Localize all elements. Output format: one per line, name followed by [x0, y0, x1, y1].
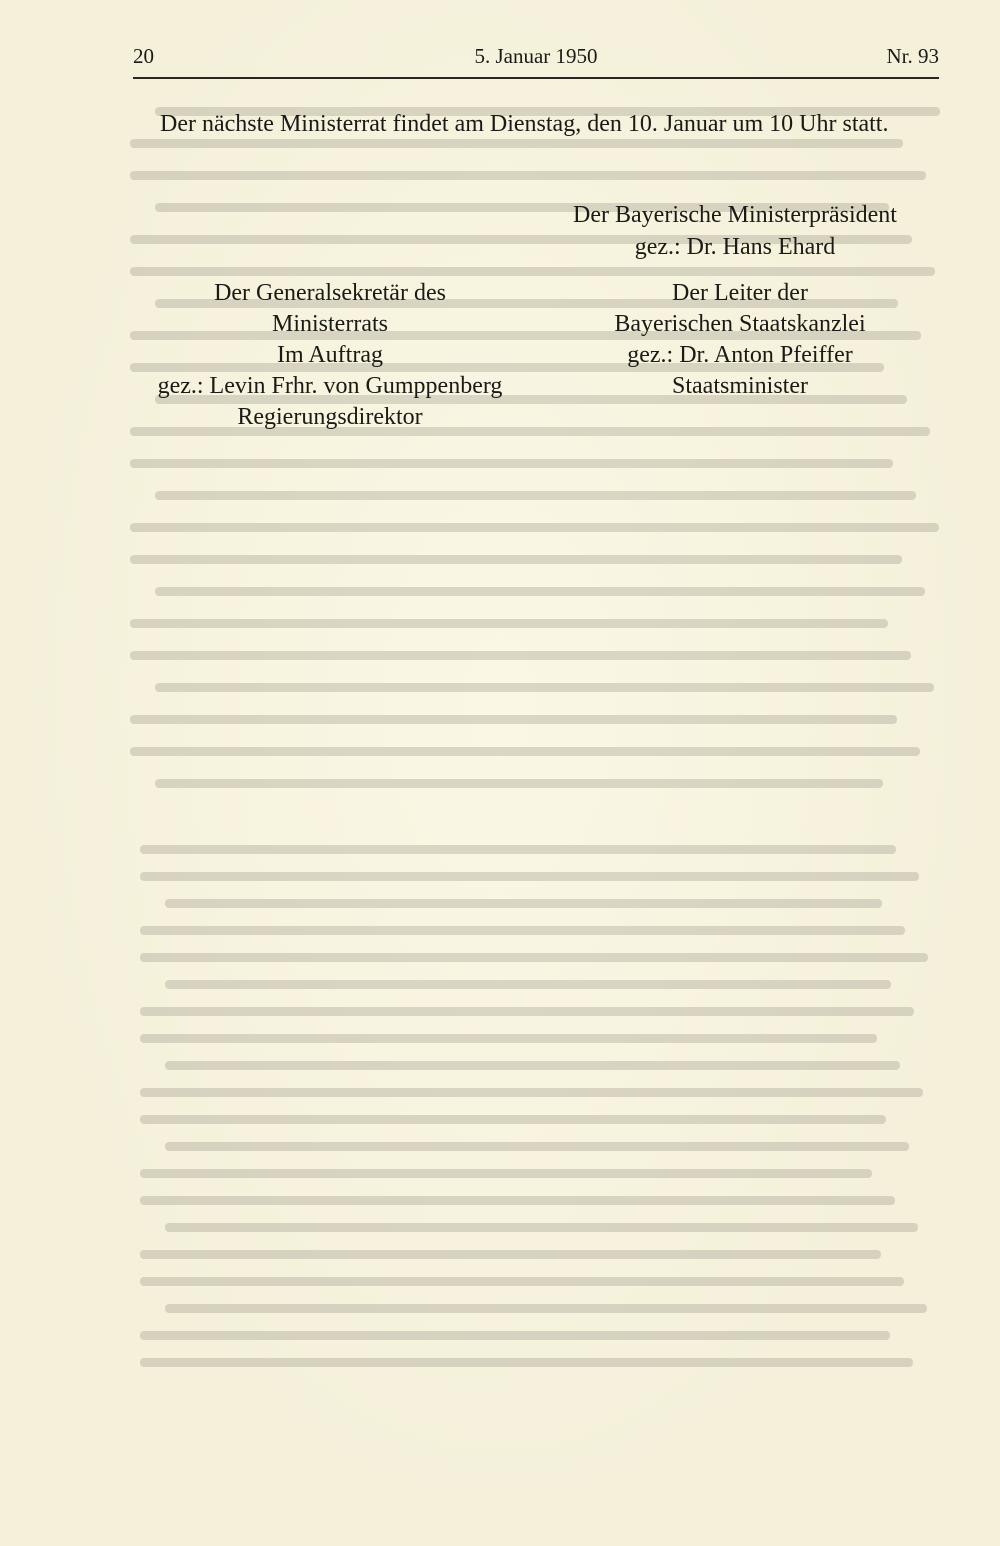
- show-through-line: [140, 1331, 890, 1340]
- show-through-line: [155, 491, 916, 500]
- body-paragraph: Der nächste Ministerrat findet am Dienstag, den 10. Januar um 10 Uhr statt.: [160, 111, 889, 137]
- signature-name: gez.: Dr. Hans Ehard: [634, 234, 836, 260]
- show-through-line: [140, 872, 919, 881]
- signature-title: Bayerischen Staatskanzlei: [614, 311, 866, 337]
- signature-title: Der Bayerische Ministerpräsident: [573, 202, 897, 228]
- show-through-line: [140, 1358, 913, 1367]
- show-through-line: [140, 1250, 881, 1259]
- signature-name: gez.: Dr. Anton Pfeiffer: [627, 342, 853, 368]
- show-through-line: [140, 1034, 877, 1043]
- show-through-line: [130, 523, 939, 532]
- page-number: 20: [133, 44, 154, 68]
- signature-name: gez.: Levin Frhr. von Gumppenberg: [157, 373, 503, 399]
- show-through-line: [140, 1088, 923, 1097]
- show-through-line: [140, 1007, 914, 1016]
- show-through-line: [140, 1196, 895, 1205]
- show-through-line: [140, 1277, 904, 1286]
- signature-note: Im Auftrag: [277, 342, 383, 368]
- show-through-line: [130, 715, 897, 724]
- signature-rank: Regierungsdirektor: [237, 404, 423, 430]
- show-through-line: [155, 779, 883, 788]
- signature-general-secretary: [120, 278, 540, 433]
- show-through-line: [130, 459, 893, 468]
- show-through-line: [130, 171, 926, 180]
- show-through-line: [130, 555, 902, 564]
- show-through-line: [165, 899, 882, 908]
- header-date: 5. Januar 1950: [474, 44, 598, 68]
- show-through-line: [165, 1142, 909, 1151]
- signature-title: Der Leiter der: [672, 280, 808, 306]
- signature-rank: Staatsminister: [672, 373, 808, 399]
- show-through-line: [140, 926, 905, 935]
- show-through-line: [140, 1169, 872, 1178]
- signature-minister-president: [540, 199, 930, 263]
- show-through-line: [165, 980, 891, 989]
- show-through-line: [130, 267, 935, 276]
- show-through-line: [130, 619, 888, 628]
- show-through-line: [140, 1115, 886, 1124]
- show-through-line: [155, 683, 934, 692]
- protocol-number: Nr. 93: [886, 44, 939, 68]
- signature-chancellery-head: [540, 278, 940, 402]
- page-header: [133, 44, 939, 74]
- show-through-line: [140, 845, 896, 854]
- show-through-line: [165, 1223, 918, 1232]
- header-rule: [133, 77, 939, 79]
- show-through-line: [165, 1061, 900, 1070]
- show-through-line: [140, 953, 928, 962]
- show-through-line: [130, 651, 911, 660]
- signature-title: Der Generalsekretär des: [214, 280, 446, 306]
- show-through-line: [165, 1304, 927, 1313]
- show-through-line: [130, 139, 903, 148]
- show-through-line: [155, 587, 925, 596]
- signature-title: Ministerrats: [272, 311, 388, 337]
- show-through-line: [130, 747, 920, 756]
